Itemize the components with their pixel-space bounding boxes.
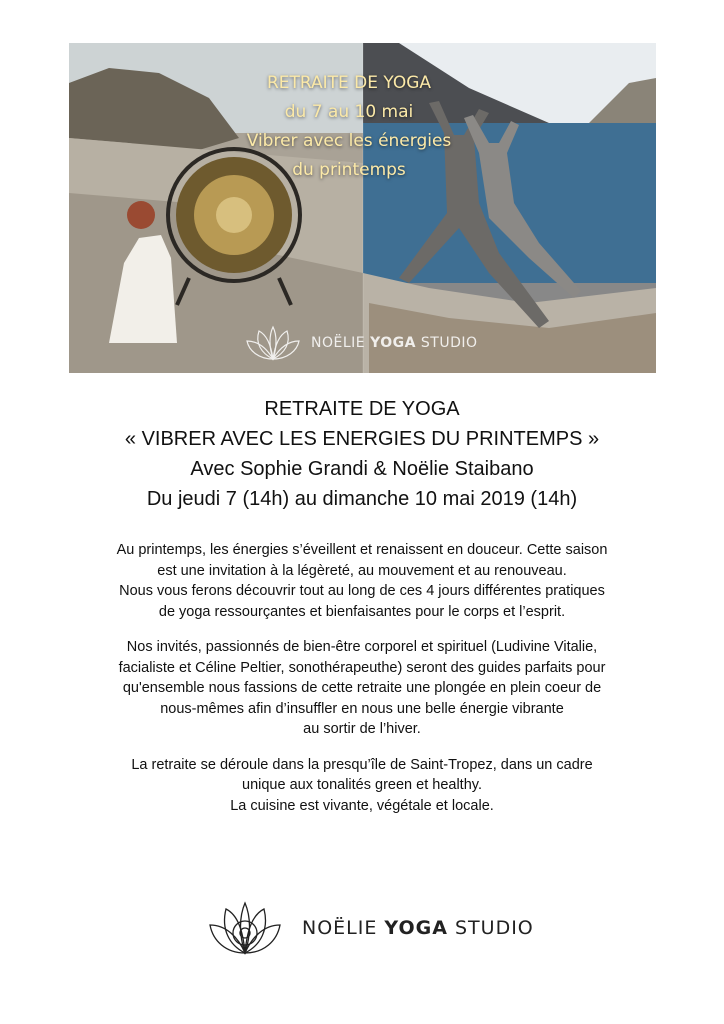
brand-part-2: YOGA xyxy=(370,335,416,351)
text-line: Au printemps, les énergies s’éveillent et renaissent en douceur. Cette saison xyxy=(116,542,608,558)
overlay-line-3: Vibrer avec les énergies xyxy=(246,131,452,151)
text-line: est une invitation à la légèreté, au mouvement et au renouveau. xyxy=(157,562,567,579)
paragraph-guests xyxy=(50,637,674,740)
hero-overlay-text xyxy=(219,69,479,185)
text-line: au sortir de l’hiver. xyxy=(303,721,421,737)
brand-part-3: STUDIO xyxy=(415,335,478,351)
footer-brand-logo xyxy=(208,899,534,957)
text-line: La cuisine est vivante, végétale et locale. xyxy=(230,797,494,814)
brand-part-3: STUDIO xyxy=(447,917,534,939)
headline-hosts: Avec Sophie Grandi & Noëlie Staibano xyxy=(190,458,534,480)
text-line: Nos invités, passionnés de bien-être corporel et spirituel (Ludivine Vitalie, xyxy=(126,639,598,655)
hero-brand-logo xyxy=(245,323,478,363)
brand-part-2: YOGA xyxy=(384,917,448,939)
headline-dates: Du jeudi 7 (14h) au dimanche 10 mai 2019 (14h) xyxy=(146,488,578,510)
lotus-icon xyxy=(245,323,301,363)
text-line: qu'ensemble nous fassions de cette retraite une plongée en plein coeur de xyxy=(122,680,602,696)
paragraph-intro xyxy=(50,540,674,622)
hero-photo xyxy=(69,43,656,373)
hero-brand-name xyxy=(311,335,478,351)
text-line: La retraite se déroule dans la presqu’île de Saint-Tropez, dans un cadre xyxy=(131,756,593,773)
headline-title: RETRAITE DE YOGA xyxy=(264,398,460,420)
overlay-line-2: du 7 au 10 mai xyxy=(284,102,414,122)
paragraph-location xyxy=(50,755,674,817)
event-headline xyxy=(0,394,724,514)
text-line: nous-mêmes afin d’insuffler en nous une belle énergie vibrante xyxy=(160,700,564,717)
event-description xyxy=(50,540,674,831)
text-line: facialiste et Céline Peltier, sonothérapeuthe) seront des guides parfaits pour xyxy=(118,659,606,676)
text-line: Nous vous ferons découvrir tout au long de ces 4 jours différentes pratiques xyxy=(119,583,605,599)
brand-part-1: NOËLIE xyxy=(302,917,385,939)
text-line: unique aux tonalités green et healthy. xyxy=(242,777,482,793)
headline-theme: « VIBRER AVEC LES ENERGIES DU PRINTEMPS » xyxy=(124,428,600,450)
overlay-line-1: RETRAITE DE YOGA xyxy=(266,73,432,93)
footer-brand-name xyxy=(302,917,534,939)
brand-part-1: NOËLIE xyxy=(311,335,371,351)
lotus-icon xyxy=(208,899,282,957)
text-line: de yoga ressourçantes et bienfaisantes pour le corps et l’esprit. xyxy=(158,603,566,620)
overlay-line-4: du printemps xyxy=(292,160,406,180)
